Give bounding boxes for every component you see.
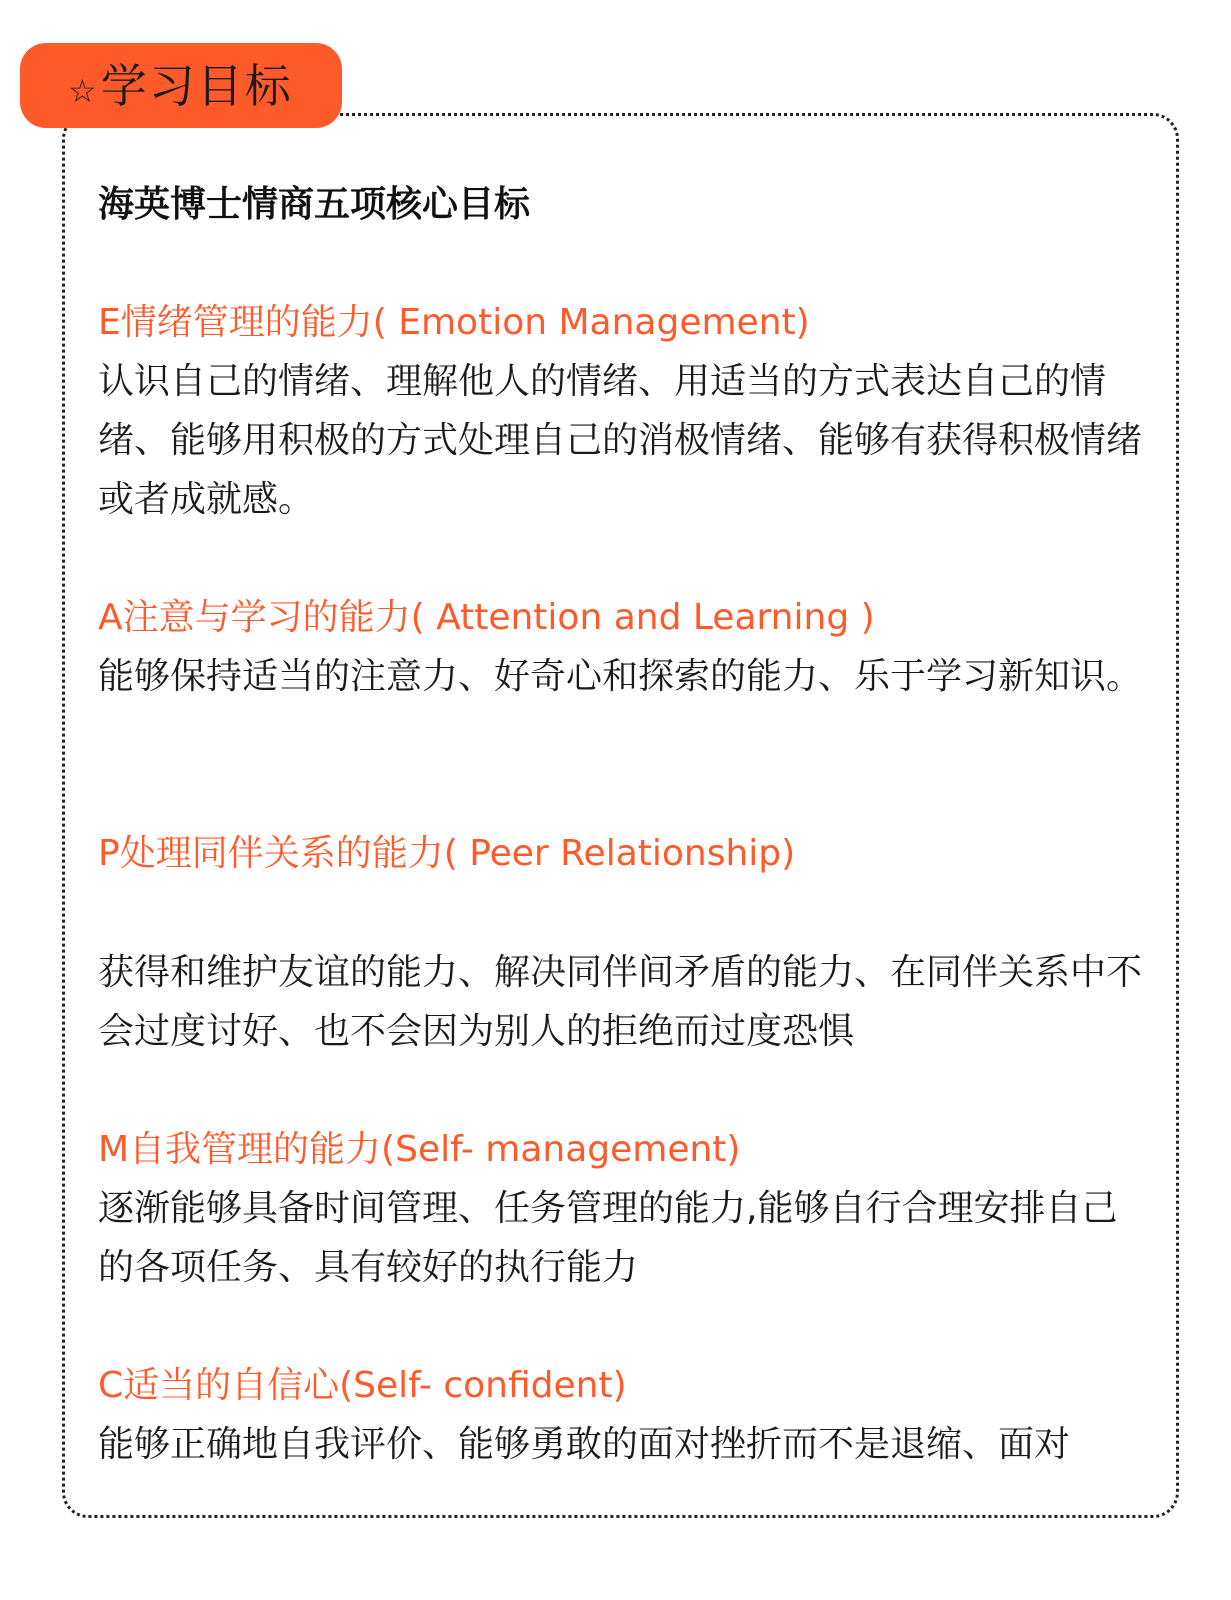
section-title-attention: A注意与学习的能力( Attention and Learning ) [98, 597, 875, 638]
section-title-confidence: C适当的自信心(Self- confident) [98, 1365, 627, 1406]
section-title-self-management: M自我管理的能力(Self- management) [98, 1129, 741, 1170]
star-icon: ☆ [68, 71, 97, 110]
section-body-attention: 能够保持适当的注意力、好奇心和探索的能力、乐于学习新知识。 [98, 656, 1143, 697]
section-title-peer: P处理同伴关系的能力( Peer Relationship) [98, 833, 796, 874]
section-body-confidence: 能够正确地自我评价、能够勇敢的面对挫折而不是退缩、面对 [98, 1424, 1071, 1465]
section-body-emotion: 认识自己的情绪、理解他人的情绪、用适当的方式表达自己的情绪、能够用积极的方式处理自己的消极情绪、能够有获得积极情绪或者成就感。 [98, 361, 1143, 520]
section-tab [20, 43, 342, 128]
section-body-peer: 获得和维护友谊的能力、解决同伴间矛盾的能力、在同伴关系中不会过度讨好、也不会因为别人的拒绝而过度恐惧 [98, 952, 1143, 1052]
main-heading: 海英博士情商五项核心目标 [98, 184, 531, 225]
section-title-emotion: E情绪管理的能力( Emotion Management) [98, 302, 810, 343]
section-tab-title: 学习目标 [100, 58, 293, 113]
section-body-self-management: 逐渐能够具备时间管理、任务管理的能力,能够自行合理安排自己的各项任务、具有较好的执行能力 [98, 1188, 1118, 1288]
